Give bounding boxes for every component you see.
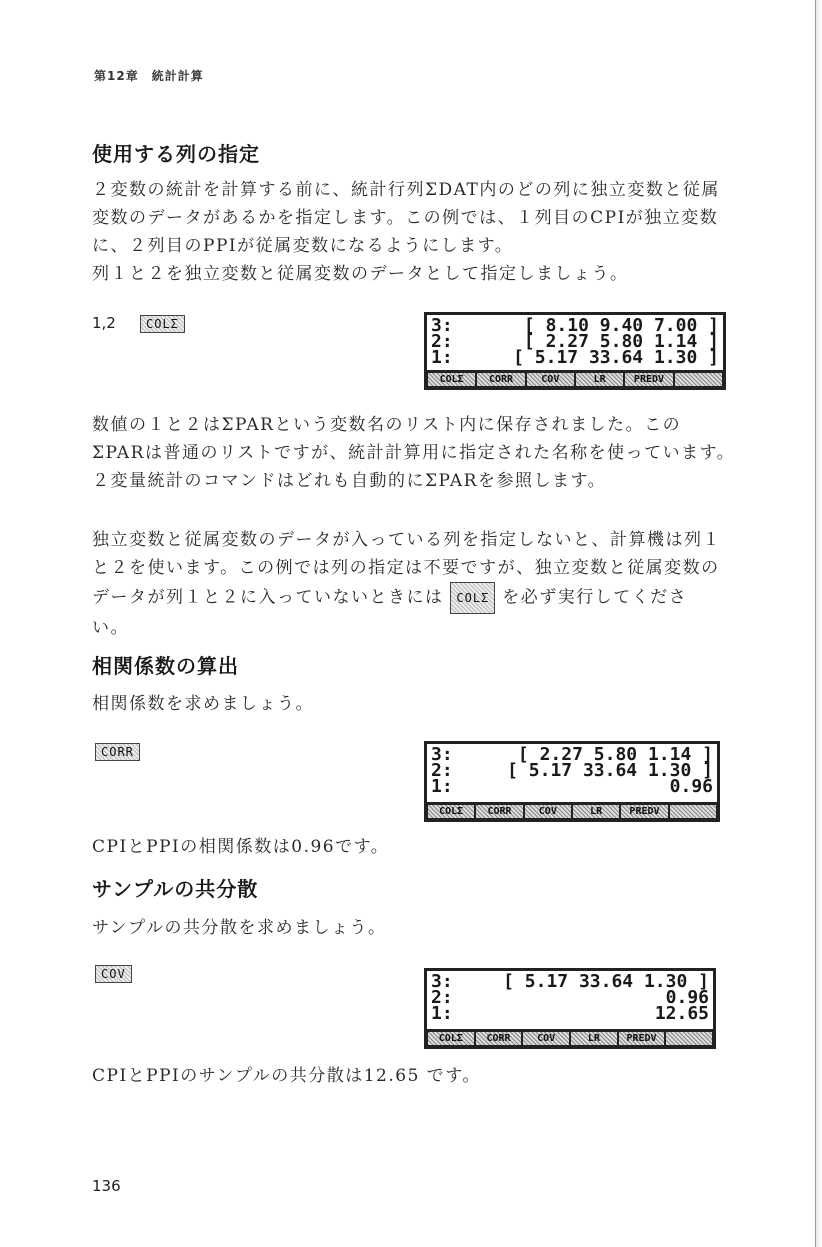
paragraph-intro bbox=[92, 176, 732, 288]
corr-key[interactable]: CORR bbox=[95, 743, 140, 761]
stack-row: 2: [ 5.17 33.64 1.30 ] bbox=[431, 760, 713, 781]
text-line: と２を使います。この例では列の指定は不要ですが、独立変数と従属変数の bbox=[92, 558, 720, 578]
text-line: 列１と２を独立変数と従属変数のデータとして指定しましょう。 bbox=[92, 264, 629, 284]
colsigma-key-inline[interactable]: COLΣ bbox=[450, 582, 495, 614]
softkey-menu bbox=[427, 370, 723, 387]
stack-row: 3: [ 5.17 33.64 1.30 ] bbox=[431, 971, 709, 992]
softkey[interactable]: CORR bbox=[476, 1032, 522, 1045]
stack-row: 1: [ 5.17 33.64 1.30 ] bbox=[431, 347, 719, 368]
text-line: ２変数の統計を計算する前に、統計行列ΣDAT内のどの列に独立変数と従属 bbox=[92, 180, 720, 200]
text-line: 変数のデータがあるかを指定します。この例では、１列目のCPIが独立変数 bbox=[92, 208, 719, 228]
softkey[interactable]: PREDV bbox=[625, 373, 672, 386]
softkey[interactable]: COV bbox=[523, 1032, 569, 1045]
softkey-menu bbox=[427, 1029, 713, 1046]
section-heading-correlation: 相関係数の算出 bbox=[92, 654, 239, 678]
softkey[interactable]: CORR bbox=[477, 373, 524, 386]
text-line: ２変量統計のコマンドはどれも自動的にΣPARを参照します。 bbox=[92, 471, 607, 491]
stack-row: 2: 0.96 bbox=[431, 987, 709, 1008]
softkey[interactable]: COV bbox=[525, 805, 571, 818]
softkey[interactable]: COLΣ bbox=[428, 373, 475, 386]
text-line: データが列１と２に入っていないときには COLΣ を必ず実行してくださ bbox=[92, 582, 732, 614]
text-line: CPIとPPIの相関係数は0.96です。 bbox=[92, 837, 390, 857]
section-heading-covariance: サンプルの共分散 bbox=[92, 877, 259, 901]
softkey[interactable]: PREDV bbox=[621, 805, 667, 818]
text-line: い。 bbox=[92, 618, 129, 638]
softkey[interactable]: LR bbox=[571, 1032, 617, 1045]
input-prefix: 1,2 bbox=[92, 314, 116, 332]
paragraph-default-columns bbox=[92, 526, 732, 642]
softkey[interactable]: LR bbox=[573, 805, 619, 818]
calculator-display-1 bbox=[424, 312, 726, 390]
cov-key[interactable]: COV bbox=[95, 965, 132, 983]
softkey[interactable]: COV bbox=[527, 373, 574, 386]
calculator-display-3 bbox=[424, 968, 716, 1049]
softkey-menu bbox=[427, 802, 717, 819]
softkey[interactable] bbox=[670, 805, 716, 818]
chapter-header: 第12章 統計計算 bbox=[94, 69, 204, 83]
softkey[interactable]: COLΣ bbox=[428, 805, 474, 818]
calculator-display-2 bbox=[424, 741, 720, 822]
page-edge bbox=[815, 0, 822, 1247]
text-line: に、２列目のPPIが従属変数になるようにします。 bbox=[92, 236, 514, 256]
softkey[interactable] bbox=[666, 1032, 712, 1045]
stack-row: 2: [ 2.27 5.80 1.14 ] bbox=[431, 331, 719, 352]
softkey[interactable]: COLΣ bbox=[428, 1032, 474, 1045]
colsigma-key[interactable]: COLΣ bbox=[140, 315, 185, 333]
text-line: 相関係数を求めましょう。 bbox=[92, 694, 314, 714]
text-line: 独立変数と従属変数のデータが入っている列を指定しないと、計算機は列１ bbox=[92, 530, 721, 550]
paragraph-sigmapar bbox=[92, 411, 736, 495]
text-line: 数値の１と２はΣPARという変数名のリスト内に保存されました。この bbox=[92, 415, 682, 435]
section-heading-columns: 使用する列の指定 bbox=[92, 142, 260, 166]
stack-row: 3: [ 2.27 5.80 1.14 ] bbox=[431, 744, 713, 765]
page-number: 136 bbox=[92, 1177, 121, 1195]
softkey[interactable]: CORR bbox=[476, 805, 522, 818]
text-line: CPIとPPIのサンプルの共分散は12.65 です。 bbox=[92, 1066, 481, 1086]
softkey[interactable]: PREDV bbox=[619, 1032, 665, 1045]
text-line: サンプルの共分散を求めましょう。 bbox=[92, 918, 387, 938]
softkey[interactable]: LR bbox=[576, 373, 623, 386]
text-line: ΣPARは普通のリストですが、統計計算用に指定された名称を使っています。 bbox=[92, 443, 736, 463]
stack-row: 1: 12.65 bbox=[431, 1003, 709, 1024]
stack-row: 1: 0.96 bbox=[431, 776, 713, 797]
stack-row: 3: [ 8.10 9.40 7.00 ] bbox=[431, 315, 719, 336]
softkey[interactable] bbox=[675, 373, 722, 386]
